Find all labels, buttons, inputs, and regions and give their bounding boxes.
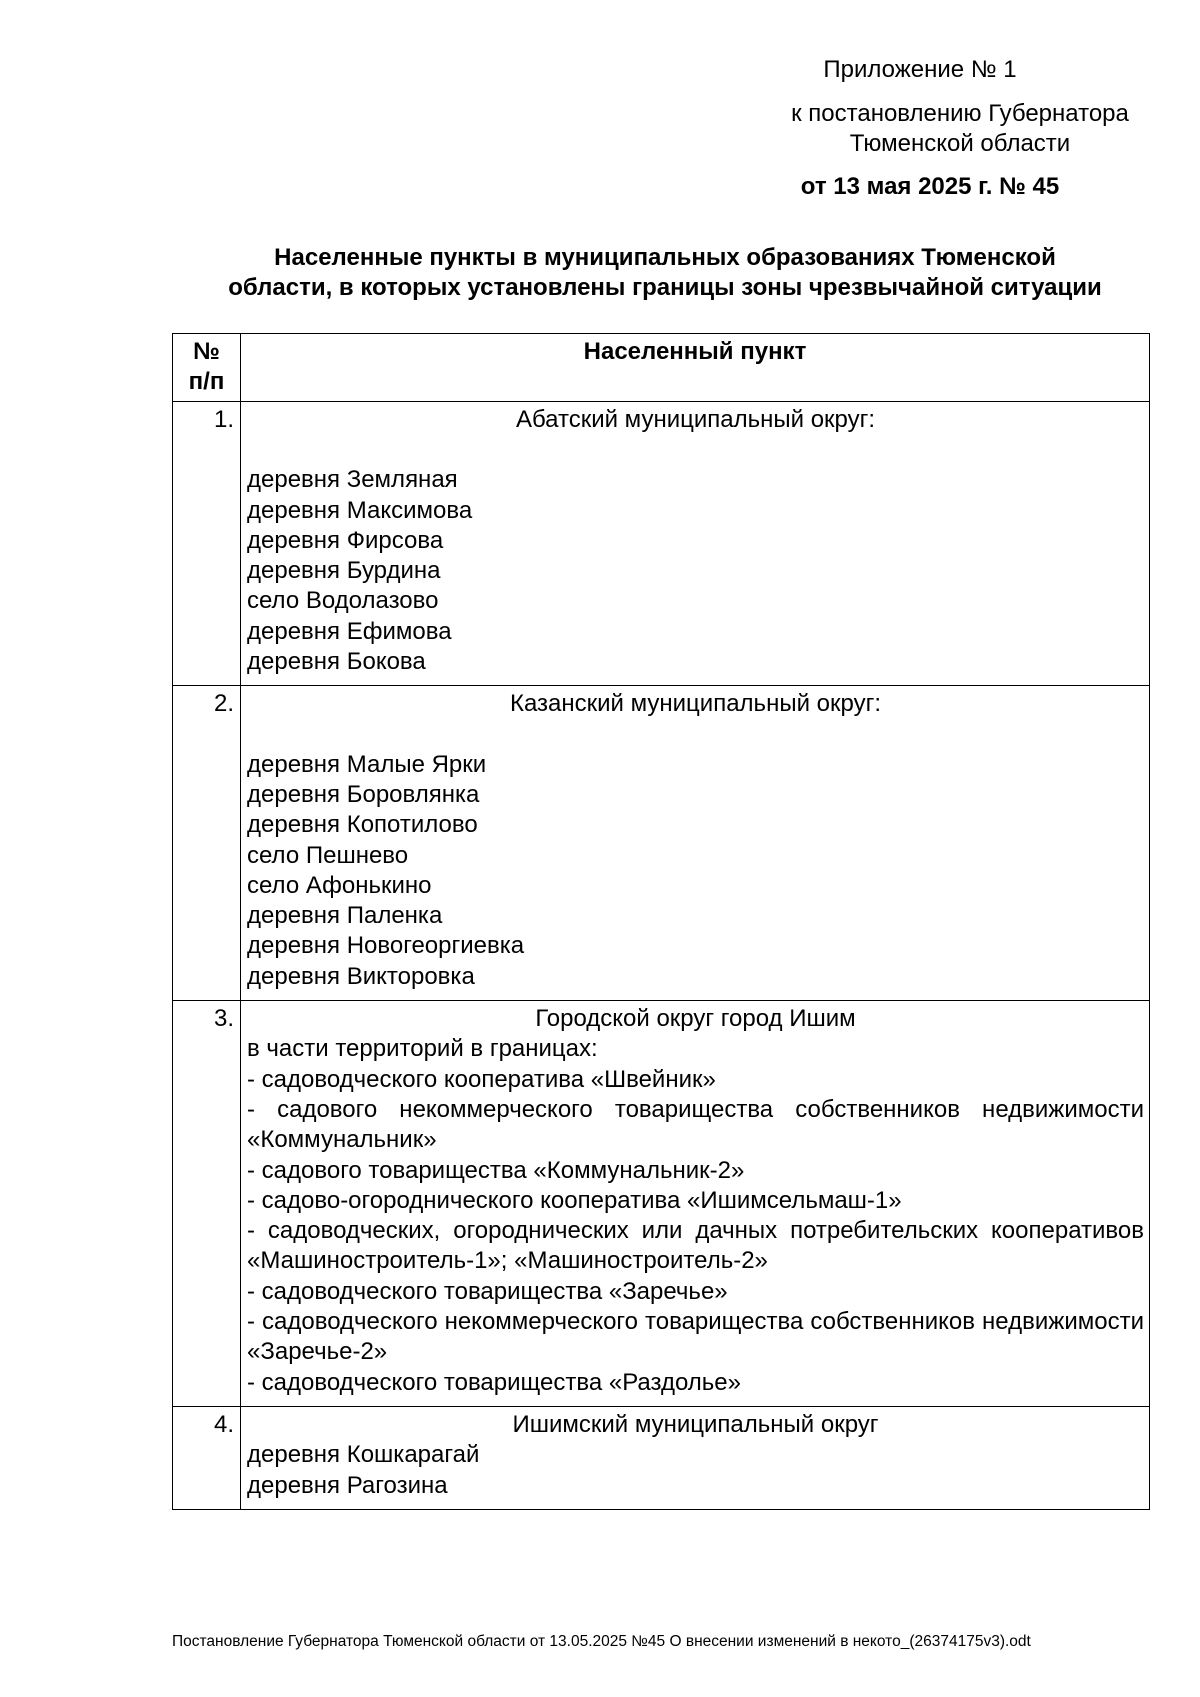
annex-date: от 13 мая 2025 г. № 45 xyxy=(800,173,1060,200)
district-name: Городской округ город Ишим xyxy=(535,1005,856,1033)
list-item: деревня Максимова xyxy=(247,496,473,524)
list-item: - садово-огороднического кооператива «Ишимсельмаш-1» xyxy=(247,1186,902,1214)
annex-number: Приложение № 1 xyxy=(823,56,1017,83)
annex-ref-line1: к постановлению Губернатора xyxy=(791,100,1129,127)
table-row xyxy=(173,1406,1150,1509)
row-content xyxy=(241,1406,1150,1509)
list-item: деревня Земляная xyxy=(247,466,458,494)
annex-ref-line2: Тюменской области xyxy=(849,130,1071,157)
list-item: деревня Кошкарагай xyxy=(247,1441,480,1469)
list-item: в части территорий в границах: xyxy=(247,1035,598,1063)
row-content xyxy=(241,402,1150,686)
list-item: - садоводческого кооператива «Швейник» xyxy=(247,1065,716,1093)
list-item: - садоводческого товарищества «Раздолье» xyxy=(247,1368,741,1396)
list-item: деревня Бурдина xyxy=(247,557,441,585)
header-place: Населенный пункт xyxy=(241,334,1150,402)
row-number: 2. xyxy=(173,686,241,1001)
row-number: 3. xyxy=(173,1001,241,1407)
list-item: деревня Боровлянка xyxy=(247,780,480,808)
district-name: Казанский муниципальный округ: xyxy=(509,690,881,718)
list-item: село Афонькино xyxy=(247,871,432,899)
list-item: деревня Фирсова xyxy=(247,526,444,554)
list-item: село Водолазово xyxy=(247,587,439,615)
row-number: 4. xyxy=(173,1406,241,1509)
list-item: - садового товарищества «Коммунальник-2» xyxy=(247,1156,745,1184)
settlements-table xyxy=(172,333,1150,1510)
page-footer: Постановление Губернатора Тюменской области от 13.05.2025 №45 О внесении изменений в некото_(26374175v3).odt xyxy=(172,1633,1031,1650)
list-item: деревня Паленка xyxy=(247,902,443,930)
row-content xyxy=(241,686,1150,1001)
list-item: - садоводческих, огороднических или дачных потребительских кооперативов «Машиностроитель-1»; «Машиностроитель-2» xyxy=(247,1217,1144,1275)
list-item: деревня Новогеоргиевка xyxy=(247,932,525,960)
district-name: Ишимский муниципальный округ xyxy=(512,1410,879,1438)
title-line2: области, в которых установлены границы зоны чрезвычайной ситуации xyxy=(228,274,1102,301)
document-title xyxy=(165,243,1165,303)
header-num-line1: № xyxy=(193,338,220,365)
list-item: - садоводческого товарищества «Заречье» xyxy=(247,1277,728,1305)
header-num-line2: п/п xyxy=(188,368,225,395)
table-header-row xyxy=(173,334,1150,402)
list-item: - садового некоммерческого товарищества собственников недвижимости «Коммунальник» xyxy=(247,1095,1144,1154)
header-num xyxy=(173,334,241,402)
list-item: деревня Ефимова xyxy=(247,617,452,645)
list-item: деревня Викторовка xyxy=(247,962,475,990)
annex-reference xyxy=(700,99,1200,159)
list-item: - садоводческого некоммерческого товарищества собственников недвижимости «Заречье-2» xyxy=(247,1308,1144,1366)
list-item: деревня Бокова xyxy=(247,648,426,676)
list-item: деревня Рагозина xyxy=(247,1471,448,1499)
title-line1: Населенные пункты в муниципальных образованиях Тюменской xyxy=(274,244,1056,271)
table-row xyxy=(173,686,1150,1001)
row-content xyxy=(241,1001,1150,1407)
list-item: деревня Малые Ярки xyxy=(247,750,487,778)
district-name: Абатский муниципальный округ: xyxy=(515,406,876,433)
table-row xyxy=(173,1001,1150,1407)
row-number: 1. xyxy=(173,402,241,686)
list-item: деревня Копотилово xyxy=(247,811,478,839)
table-row xyxy=(173,402,1150,686)
list-item: село Пешнево xyxy=(247,841,409,869)
